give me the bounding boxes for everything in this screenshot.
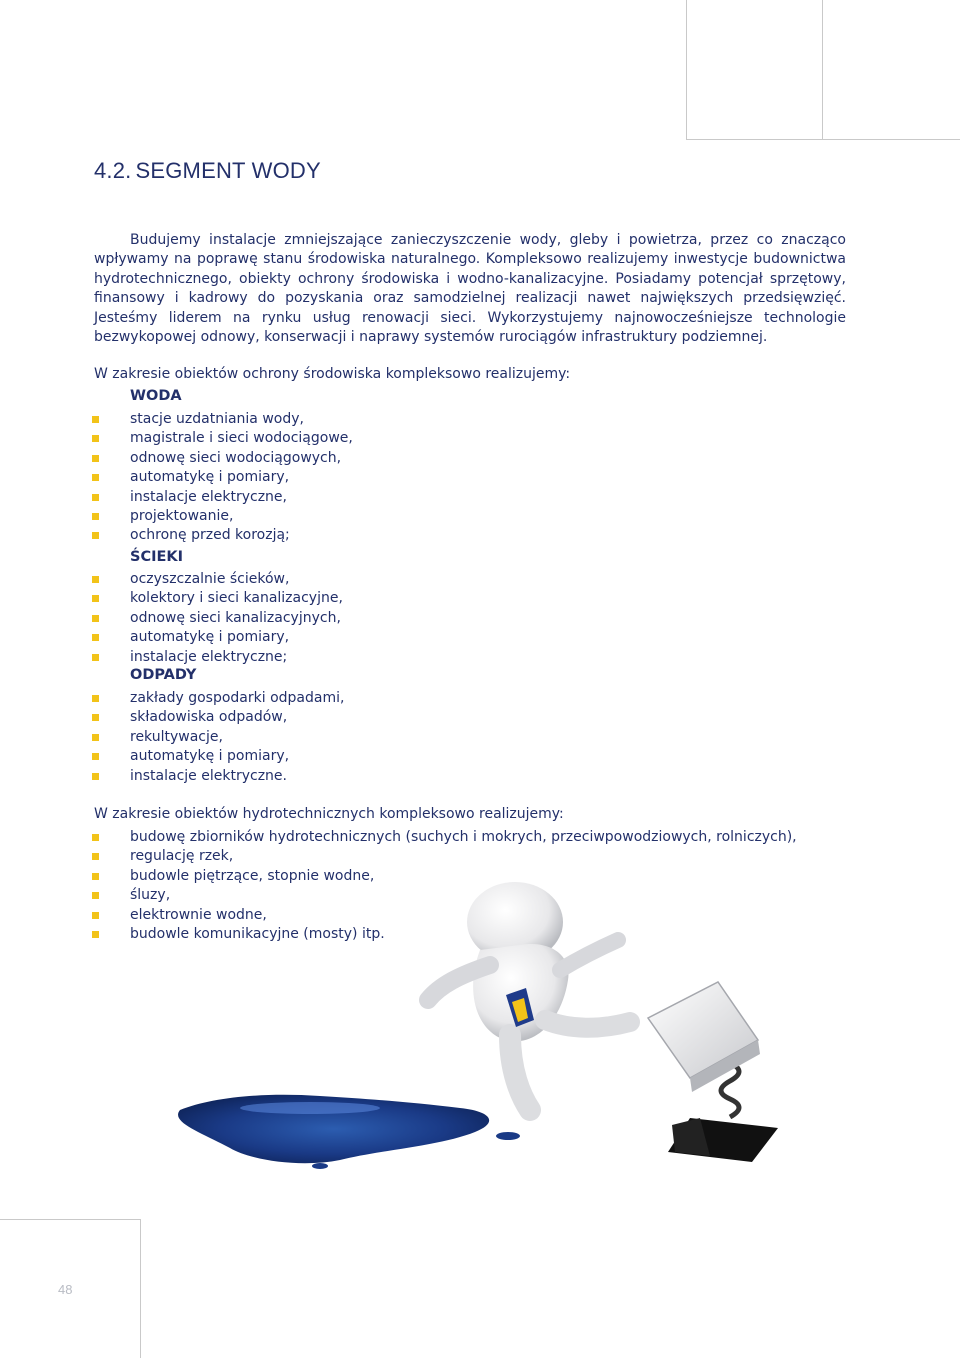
list-item (92, 609, 343, 628)
list-item (92, 429, 353, 448)
water-puddle (178, 1095, 520, 1169)
page-title (94, 158, 321, 184)
list-item (92, 589, 343, 608)
list-item (92, 488, 353, 507)
list-item (92, 526, 353, 545)
square-bullet-icon (92, 912, 99, 919)
square-bullet-icon (92, 513, 99, 520)
environment-lead: W zakresie obiektów ochrony środowiska kompleksowo realizujemy: (94, 366, 571, 382)
square-bullet-icon (92, 576, 99, 583)
list-item-text: budowle komunikacyjne (mosty) itp. (130, 925, 385, 942)
square-bullet-icon (92, 773, 99, 780)
intro-text: Budujemy instalacje zmniejszające zanieczyszczenie wody, gleby i powietrza, przez co znacząco wpływamy na poprawę stanu środowiska naturalnego. Kompleksowo realizujemy inwestycje budownictwa hydrotechnicznego, obiekty ochrony środowiska i wodno-kanalizacyjne. Posiadamy potencjał sprzętowy, finansowy i kadrowy do pozyskania oraz samodzielnej realizacji nawet największych przedsięwzięć. Jesteśmy liderem na rynku usług renowacji sieci. Wykorzystujemy najnowocześniejsze technologie bezwykopowej odnowy, konserwacji i naprawy systemów rurociągów infrastruktury podziemnej. (94, 232, 846, 346)
list-item (92, 767, 344, 786)
list-item (92, 828, 797, 847)
list-item (92, 410, 353, 429)
section-number: 4.2. (94, 158, 132, 183)
list-item-text: automatykę i pomiary, (130, 629, 290, 646)
list-item-text: składowiska odpadów, (130, 709, 288, 726)
list-item (92, 570, 343, 589)
list-item-text: regulację rzek, (130, 848, 234, 865)
corner-rule-top-left-vertical (686, 0, 687, 139)
section-title: SEGMENT WODY (135, 158, 321, 183)
list-item-text: kolektory i sieci kanalizacyjne, (130, 590, 343, 607)
figure-slipping-illustration (170, 870, 790, 1170)
intro-paragraph (94, 231, 846, 347)
square-bullet-icon (92, 853, 99, 860)
corner-rule-bottom-vertical (140, 1219, 141, 1358)
list-item-text: zakłady gospodarki odpadami, (130, 690, 345, 706)
list-item-text: stacje uzdatniania wody, (130, 411, 304, 427)
open-hatch (648, 982, 778, 1162)
square-bullet-icon (92, 435, 99, 442)
list-item (92, 449, 353, 468)
list-item-text: odnowę sieci wodociągowych, (130, 449, 342, 466)
list-item-text: instalacje elektryczne, (130, 488, 287, 505)
list-item (92, 507, 353, 526)
square-bullet-icon (92, 654, 99, 661)
list-item (92, 847, 797, 866)
list-item-text: projektowanie, (130, 507, 234, 524)
square-bullet-icon (92, 615, 99, 622)
corner-rule-top-right-vertical (822, 0, 823, 139)
list-item-text: automatykę i pomiary, (130, 469, 290, 486)
square-bullet-icon (92, 455, 99, 462)
group-heading-scieki: ŚCIEKI (130, 549, 184, 565)
list-item (92, 708, 344, 727)
list-item (92, 747, 344, 766)
corner-rule-top-horizontal (686, 139, 960, 140)
square-bullet-icon (92, 873, 99, 880)
list-item-text: magistrale i sieci wodociągowe, (130, 430, 353, 447)
square-bullet-icon (92, 474, 99, 481)
list-odpady (92, 689, 344, 786)
square-bullet-icon (92, 892, 99, 899)
group-heading-woda: WODA (130, 388, 182, 404)
list-item-text: odnowę sieci kanalizacyjnych, (130, 609, 341, 626)
square-bullet-icon (92, 416, 99, 423)
hydro-lead: W zakresie obiektów hydrotechnicznych kompleksowo realizujemy: (94, 806, 564, 822)
list-item-text: ochronę przed korozją; (130, 527, 290, 544)
square-bullet-icon (92, 753, 99, 760)
list-item-text: budowę zbiorników hydrotechnicznych (suchych i mokrych, przeciwpowodziowych, rolniczych), (130, 829, 797, 845)
square-bullet-icon (92, 695, 99, 702)
list-item (92, 728, 344, 747)
list-item (92, 689, 344, 708)
list-item (92, 628, 343, 647)
group-heading-odpady: ODPADY (130, 667, 197, 683)
page-number: 48 (58, 1282, 73, 1297)
corner-rule-bottom-horizontal (0, 1219, 141, 1220)
list-item-text: śluzy, (130, 887, 171, 904)
list-item-text: automatykę i pomiary, (130, 748, 290, 765)
square-bullet-icon (92, 834, 99, 841)
square-bullet-icon (92, 494, 99, 501)
square-bullet-icon (92, 595, 99, 602)
list-item (92, 648, 343, 667)
square-bullet-icon (92, 931, 99, 938)
white-figure (428, 882, 630, 1110)
square-bullet-icon (92, 532, 99, 539)
list-item-text: budowle piętrzące, stopnie wodne, (130, 867, 375, 884)
square-bullet-icon (92, 634, 99, 641)
list-item-text: instalacje elektryczne. (130, 767, 287, 784)
list-item (92, 468, 353, 487)
list-item-text: instalacje elektryczne; (130, 648, 288, 665)
list-woda (92, 410, 353, 546)
list-scieki (92, 570, 343, 667)
square-bullet-icon (92, 734, 99, 741)
list-item-text: rekultywacje, (130, 728, 223, 745)
list-item-text: oczyszczalnie ścieków, (130, 571, 290, 587)
list-item-text: elektrownie wodne, (130, 906, 267, 923)
square-bullet-icon (92, 714, 99, 721)
